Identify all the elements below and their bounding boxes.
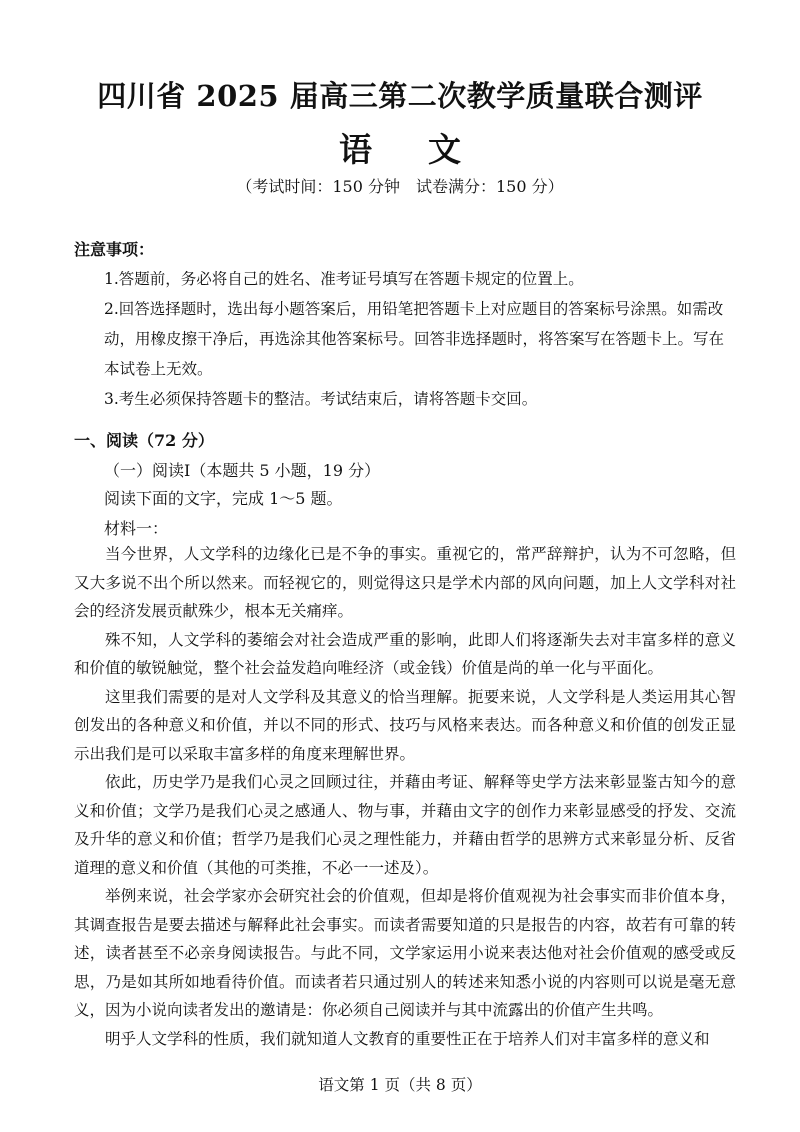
passage-body [74, 540, 736, 1053]
notice-item: 3.考生必须保持答题卡的整洁。考试结束后，请将答题卡交回。 [104, 390, 538, 408]
section-heading: 一、阅读（72 分） [74, 431, 214, 450]
sub-heading: （一）阅读Ⅰ（本题共 5 小题，19 分） [104, 461, 381, 480]
passage-paragraph: 当今世界，人文学科的边缘化已是不争的事实。重视它的，常严辞辩护，认为不可忽略，但又大多说不出个所以然来。而轻视它的，则觉得这只是学术内部的风向问题，加上人文学科对社会的经济发展贡献殊少，根本无关痛痒。 [74, 545, 736, 620]
subject-char-2: 文 [428, 130, 461, 169]
passage-paragraph: 明乎人文学科的性质，我们就知道人文教育的重要性正在于培养人们对丰富多样的意义和 [105, 1029, 710, 1048]
notice-heading: 注意事项： [74, 240, 155, 259]
reading-instruction: 阅读下面的文字，完成 1～5 题。 [104, 489, 343, 508]
passage-paragraph: 这里我们需要的是对人文学科及其意义的恰当理解。扼要来说，人文学科是人类运用其心智创发出的各种意义和价值，并以不同的形式、技巧与风格来表达。而各种意义和价值的创发正显示出我们是可以采取丰富多样的角度来理解世界。 [74, 687, 736, 763]
notice-list [104, 264, 724, 414]
passage-paragraph: 依此，历史学乃是我们心灵之回顾过往，并藉由考证、解释等史学方法来彰显鉴古知今的意义和价值；文学乃是我们心灵之感通人、物与事，并藉由文字的创作力来彰显感受的抒发、交流及升华的意义和价值；哲学乃是我们心灵之理性能力，并藉由哲学的思辨方式来彰显分析、反省道理的意义和价值（其他的可类推，不必一一述及）。 [74, 773, 736, 877]
notice-item: 2.回答选择题时，选出每小题答案后，用铅笔把答题卡上对应题目的答案标号涂黑。如需改动，用橡皮擦干净后，再选涂其他答案标号。回答非选择题时，将答案写在答题卡上。写在本试卷上无效。 [104, 300, 725, 378]
subject-char-1: 语 [339, 130, 372, 169]
exam-title: 四川省 2025 届高三第二次教学质量联合测评 [97, 79, 703, 113]
page-footer: 语文第 1 页（共 8 页） [318, 1076, 482, 1094]
material-label: 材料一： [104, 519, 169, 538]
subject-title [0, 124, 800, 171]
notice-item: 1.答题前，务必将自己的姓名、准考证号填写在答题卡规定的位置上。 [104, 270, 584, 288]
passage-paragraph: 殊不知，人文学科的萎缩会对社会造成严重的影响，此即人们将逐渐失去对丰富多样的意义和价值的敏锐触觉，整个社会益发趋向唯经济（或金钱）价值是尚的单一化与平面化。 [74, 630, 736, 677]
exam-info: （考试时间：150 分钟 试卷满分：150 分） [236, 177, 564, 196]
passage-paragraph: 举例来说，社会学家亦会研究社会的价值观，但却是将价值观视为社会事实而非价值本身，其调查报告是要去描述与解释此社会事实。而读者需要知道的只是报告的内容，故若有可靠的转述，读者甚至不必亲身阅读报告。与此不同，文学家运用小说来表达他对社会价值观的感受或反思，乃是如其所如地看待价值。而读者若只通过别人的转述来知悉小说的内容则可以说是毫无意义，因为小说向读者发出的邀请是：你必须自己阅读并与其中流露出的价值产生共鸣。 [74, 887, 736, 1019]
